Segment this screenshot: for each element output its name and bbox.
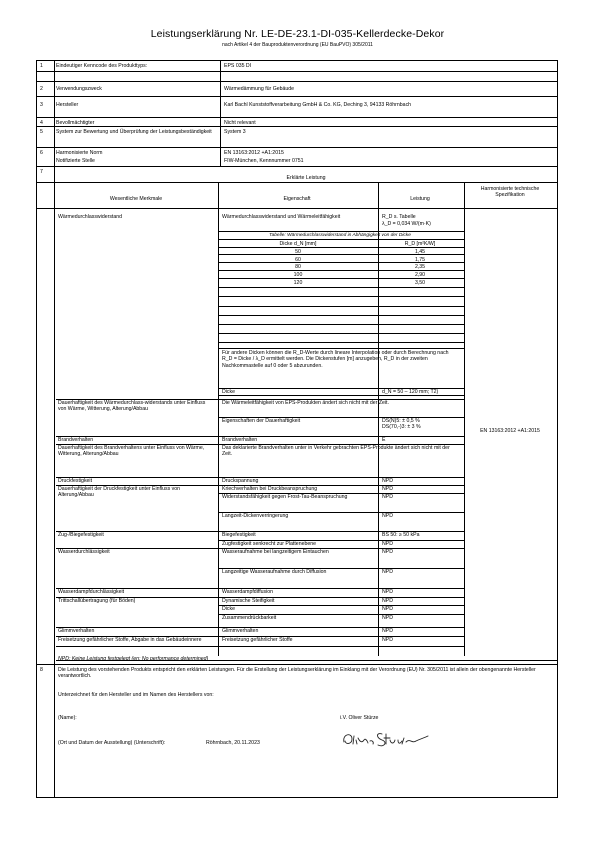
place-date-label: (Ort und Datum der Ausstellung) (Unterschrift): <box>58 740 166 746</box>
row-number: 2 <box>40 86 43 92</box>
row-value: Wärmedämmung für Gebäude <box>224 86 295 92</box>
grid-line <box>218 296 464 297</box>
leistung-waerme-1: R_D s. Tabelle <box>382 214 416 220</box>
characteristic-name: Wasserdurchlässigkeit <box>58 549 110 555</box>
performance-value: NPD <box>382 598 393 604</box>
grid-line <box>36 81 558 82</box>
row-value: EN 13163:2012 +A1:2015 <box>224 150 284 156</box>
thickness-table-col-1: Dicke d_N [mm] <box>279 241 317 247</box>
grid-line <box>56 646 464 647</box>
row-label: System zur Bewertung und Überprüfung der Leistungsbeständigkeit <box>56 129 212 135</box>
characteristic-name: Brandverhalten <box>58 437 94 443</box>
performance-value: NPD <box>382 486 393 492</box>
property-name: Die Wärmeleitfähigkeit von EPS-Produkten ändert sich nicht mit der Zeit. <box>222 400 389 406</box>
row-value: Nicht relevant <box>224 120 256 126</box>
thickness-value: 100 <box>293 272 303 279</box>
grid-line <box>218 342 464 343</box>
grid-line <box>36 147 558 148</box>
grid-line <box>218 333 464 334</box>
performance-value: NPD <box>382 589 393 595</box>
property-name: Glimmverhalten <box>222 628 259 634</box>
grid-line <box>218 231 464 232</box>
characteristic-name: Druckfestigkeit <box>58 478 93 484</box>
characteristic-name: Wasserdampfdurchlässigkeit <box>58 589 125 595</box>
row-label: Eindeutiger Kenncode des Produkttyps: <box>56 63 148 69</box>
characteristic-name: Freisetzung gefährlicher Stoffe, Abgabe in das Gebäudeinnere <box>58 637 202 643</box>
thickness-table-col-2: R_D [m²K/W] <box>404 241 436 247</box>
dicke-label: Dicke <box>222 389 235 395</box>
thickness-value: 120 <box>293 279 303 286</box>
grid-line <box>36 117 558 118</box>
grid-line <box>218 306 464 307</box>
characteristic-name: Glimmverhalten <box>58 628 95 634</box>
row-value: EPS 035 DI <box>224 63 252 69</box>
declared-performance-heading: Erklärte Leistung <box>286 175 326 181</box>
property-name: Biegefestigkeit <box>222 532 256 538</box>
thickness-value: 50 <box>295 249 301 255</box>
characteristic-name: Dauerhaftigkeit des Wärmedurchlass-widerstands unter Einfluss von Wärme, Witterung, Alterung/Abbau <box>58 400 206 413</box>
page-subtitle: nach Artikel 4 der Bauproduktenverordnung (EU BauPVO) 305/2011 <box>222 42 373 48</box>
performance-value: DS(N)5: ± 0,5 % DS(70,-)3: ± 3 % <box>382 418 421 431</box>
performance-value: NPD <box>382 494 393 500</box>
row-label: Bevollmächtigter <box>56 120 95 126</box>
performance-value: NPD <box>382 478 393 484</box>
resistance-value: 2,90 <box>414 272 426 279</box>
performance-value: E <box>382 437 386 443</box>
grid-line <box>36 96 558 97</box>
row-number: 3 <box>40 102 43 108</box>
performance-value: NPD <box>382 615 393 621</box>
leistung-waerme-2: λ_D = 0,034 W/(m·K) <box>382 221 431 227</box>
grid-line <box>218 348 464 349</box>
grid-line <box>36 664 558 665</box>
row-label: Verwendungszweck <box>56 86 102 92</box>
property-name: Dicke <box>222 606 235 612</box>
performance-value: NPD <box>382 606 393 612</box>
grid-line <box>54 60 55 798</box>
dicke-value: d_N = 50 – 120 mm; T2) <box>382 389 439 395</box>
grid-line <box>36 71 558 72</box>
grid-line <box>36 208 558 209</box>
grid-line <box>36 166 558 167</box>
row-number: 4 <box>40 120 43 126</box>
column-header-merkmal: Wesentliche Merkmale <box>109 196 163 202</box>
characteristic-name: Dauerhaftigkeit der Druckfestigkeit unter Einfluss von Alterung/Abbau <box>58 486 180 499</box>
grid-line <box>218 324 464 325</box>
row-label: Hersteller <box>56 102 79 108</box>
grid-line <box>36 182 558 183</box>
page-title: Leistungserklärung Nr. LE-DE-23.1-DI-035-Kellerdecke-Dekor <box>150 28 445 40</box>
property-name: Widerstandsfähigkeit gegen Frost-Tau-Beanspruchung <box>222 494 348 500</box>
signature-image <box>340 728 432 750</box>
column-header-spezifikation: Harmonisierte technische Spezifikation <box>480 186 540 199</box>
property-name: Zusammendrückbarkeit <box>222 615 277 621</box>
property-name: Zugfestigkeit senkrecht zur Plattenebene <box>222 541 317 547</box>
row-number: 8 <box>40 667 43 673</box>
place-date-value: Röhrnbach, 20.11.2023 <box>206 740 260 746</box>
row-label: Notifizierte Stelle <box>56 158 95 164</box>
spec-value: EN 13163:2012 +A1:2015 <box>480 428 540 434</box>
signed-for-text: Unterzeichnet für den Hersteller und im Namen des Herstellers von: <box>58 692 214 698</box>
resistance-value: 2,35 <box>414 264 426 271</box>
thickness-table-caption: Tabelle: Wärmedurchlasswiderstand in Abhängigkeit von der Dicke <box>269 233 411 238</box>
merkmal-waerme: Wärmedurchlasswiderstand <box>58 214 123 220</box>
property-name: Das deklarierte Brandverhalten unter in Verkehr gebrachten EPS-Produkte ändert sich nicht mit der Zeit. <box>222 445 450 458</box>
performance-value: NPD <box>382 549 393 555</box>
property-name: Wasserdampfdiffusion <box>222 589 274 595</box>
performance-value: NPD <box>382 637 393 643</box>
property-name: Druckspannung <box>222 478 259 484</box>
row-value: Karl Bachl Kunststoffverarbeitung GmbH & Co. KG, Deching 3, 94133 Röhrnbach <box>224 102 412 108</box>
property-name: Dynamische Steifigkeit <box>222 598 275 604</box>
property-name: Eigenschaften der Dauerhaftigkeit <box>222 418 301 424</box>
grid-line <box>220 60 221 166</box>
performance-value: NPD <box>382 628 393 634</box>
property-name: Wasseraufnahme bei langzeitigem Eintauchen <box>222 549 329 555</box>
grid-line <box>218 287 464 288</box>
grid-line <box>464 182 465 656</box>
column-header-leistung: Leistung <box>410 196 430 202</box>
row-number: 6 <box>40 150 43 156</box>
property-name: Langzeit-Dickenverringerung <box>222 513 289 519</box>
name-label: (Name): <box>58 715 77 721</box>
performance-value: BS 50: ≥ 50 kPa <box>382 532 420 538</box>
resistance-value: 1,45 <box>414 249 426 255</box>
grid-line <box>36 126 558 127</box>
row-value: FIW-München, Kennnummer 0751 <box>224 158 304 164</box>
performance-value: NPD <box>382 513 393 519</box>
row-value: System 3 <box>224 129 246 135</box>
characteristic-name: Dauerhaftigkeit des Brandverhaltens unter Einfluss von Wärme, Witterung, Alterung/Abbau <box>58 445 205 458</box>
thickness-value: 60 <box>295 256 301 263</box>
interpolation-note: Für andere Dicken können die R_D-Werte durch lineare Interpolation oder durch Berechnung nach R_D = Dicke / λ_D ermittelt werden. Die Dickenstufen [m] anzugeben, R_D in der zweiten Nachkommastelle auf 0 oder 5 abzurunden. <box>222 350 449 369</box>
eigenschaft-waerme: Wärmedurchlasswiderstand und Wärmeleitfähigkeit <box>222 214 341 220</box>
property-name: Kriechverhalten bei Druckbeanspruchung <box>222 486 318 492</box>
characteristic-name: Trittschallübertragung (für Böden) <box>58 598 136 604</box>
performance-value: NPD <box>382 569 393 575</box>
row-number: 7 <box>40 169 43 175</box>
property-name: Freisetzung gefährlicher Stoffe <box>222 637 293 643</box>
name-value: i.V. Oliver Stürze <box>340 715 379 721</box>
property-name: Langzeitige Wasseraufnahme durch Diffusion <box>222 569 327 575</box>
characteristic-name: Zug-/Biegefestigkeit <box>58 532 104 538</box>
performance-value: NPD <box>382 541 393 547</box>
conformity-statement: Die Leistung des vorstehenden Produkts entspricht den erklärten Leistungen. Für die Erstellung der Leistungserklärung im Einklang mit der Verordnung (EU) Nr. 305/2011 ist allein der obengenannte Hersteller verantwortlich. <box>58 667 536 680</box>
row-number: 1 <box>40 63 43 69</box>
resistance-value: 3,50 <box>414 279 426 286</box>
resistance-value: 1,75 <box>414 256 426 263</box>
npd-note: NPD: Keine Leistung festgelegt (en: No performance determined) <box>58 656 209 662</box>
column-header-eigenschaft: Eigenschaft <box>283 196 311 202</box>
row-number: 5 <box>40 129 43 135</box>
grid-line <box>218 315 464 316</box>
property-name: Brandverhalten <box>222 437 258 443</box>
row-label: Harmonisierte Norm <box>56 150 103 156</box>
thickness-value: 80 <box>295 264 301 271</box>
